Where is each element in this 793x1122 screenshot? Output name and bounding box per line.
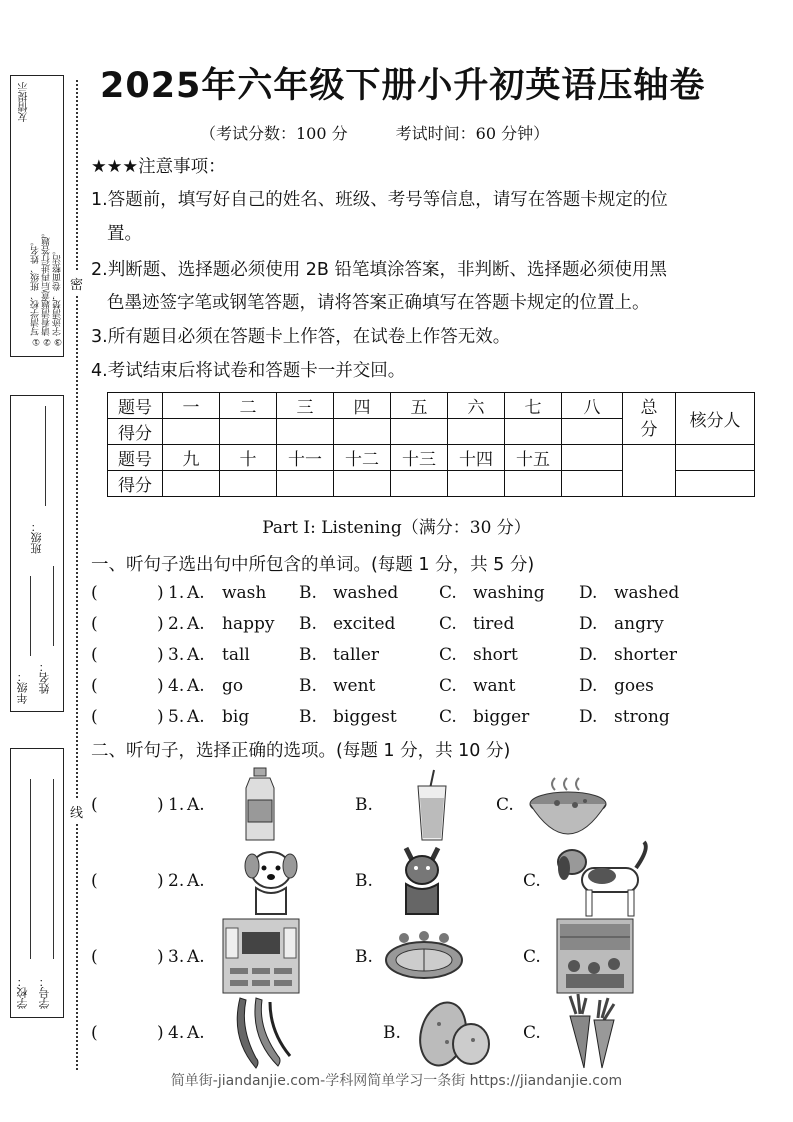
option-c-label: C. xyxy=(523,871,541,891)
option-a-label: A. xyxy=(187,871,205,891)
answer-paren-close: ) xyxy=(157,583,164,603)
green-beans-icon xyxy=(230,994,294,1070)
col: 二 xyxy=(220,393,277,419)
answer-paren-open[interactable]: ( xyxy=(91,1023,98,1043)
notice-line-3: ③字迹清楚，卷面整洁。 xyxy=(53,246,63,346)
grade-label: 年级： xyxy=(16,671,29,704)
picture-question-row xyxy=(91,795,731,819)
option-b-label: B. xyxy=(299,583,317,603)
option-a-label: A. xyxy=(187,947,205,967)
answer-paren-open[interactable]: ( xyxy=(91,707,98,727)
note-4: 4.考试结束后将试卷和答题卡一并交回。 xyxy=(91,361,406,381)
option-c-text: tired xyxy=(473,614,515,634)
option-a-label: A. xyxy=(187,614,205,634)
question-row xyxy=(91,614,731,638)
option-d-label: D. xyxy=(579,676,598,696)
answer-paren-close: ) xyxy=(157,871,164,891)
score-table xyxy=(107,392,755,497)
option-d-label: D. xyxy=(579,707,598,727)
question-row xyxy=(91,583,731,607)
student-info-box xyxy=(10,395,64,712)
page-title: 2025年六年级下册小升初英语压轴卷 xyxy=(100,66,706,106)
option-c-label: C. xyxy=(523,947,541,967)
school-info-box xyxy=(10,748,64,1018)
option-b-label: B. xyxy=(355,795,373,815)
option-b-label: B. xyxy=(299,614,317,634)
answer-paren-open[interactable]: ( xyxy=(91,676,98,696)
option-b-label: B. xyxy=(355,947,373,967)
option-d-text: washed xyxy=(614,583,680,603)
option-a-text: tall xyxy=(222,645,250,665)
option-b-text: excited xyxy=(333,614,396,634)
answer-paren-close: ) xyxy=(157,1023,164,1043)
option-a-label: A. xyxy=(187,707,205,727)
question-row xyxy=(91,645,731,669)
answer-paren-close: ) xyxy=(157,707,164,727)
section2-title: 二、听句子，选择正确的选项。(每题 1 分，共 10 分) xyxy=(91,741,511,761)
note-3: 3.所有题目必须在答题卡上作答，在试卷上作答无效。 xyxy=(91,327,511,347)
question-number: 5. xyxy=(168,707,185,727)
col: 一 xyxy=(163,393,220,419)
option-d-label: D. xyxy=(579,645,598,665)
option-b-text: washed xyxy=(333,583,399,603)
answer-paren-close: ) xyxy=(157,645,164,665)
score-info: （考试分数：100 分 xyxy=(200,124,348,143)
option-c-label: C. xyxy=(496,795,514,815)
answer-paren-open[interactable]: ( xyxy=(91,871,98,891)
option-b-text: taller xyxy=(333,645,380,665)
option-d-text: strong xyxy=(614,707,670,727)
s-label-2: 得分 xyxy=(108,471,163,497)
question-number: 1. xyxy=(168,795,185,815)
library-icon xyxy=(556,918,634,994)
answer-paren-open[interactable]: ( xyxy=(91,947,98,967)
option-b-text: went xyxy=(333,676,376,696)
col: 八 xyxy=(562,393,623,419)
section1-title: 一、听句子选出句中所包含的单词。(每题 1 分，共 5 分) xyxy=(91,555,535,575)
option-a-label: A. xyxy=(187,583,205,603)
beagle-icon xyxy=(552,838,652,920)
note-1b: 置。 xyxy=(107,224,142,244)
option-b-label: B. xyxy=(355,871,373,891)
seal-char-1: 密 xyxy=(70,272,83,295)
option-c-label: C. xyxy=(439,707,457,727)
s-label: 得分 xyxy=(108,419,163,445)
total-label: 总分 xyxy=(623,393,676,445)
option-a-label: A. xyxy=(187,1023,205,1043)
option-a-label: A. xyxy=(187,645,205,665)
option-b-label: B. xyxy=(383,1023,401,1043)
col: 十三 xyxy=(391,445,448,471)
question-number: 2. xyxy=(168,871,185,891)
carrots-icon xyxy=(556,994,622,1070)
checker-label: 核分人 xyxy=(676,393,755,445)
notes-heading: ★★★注意事项： xyxy=(91,157,226,177)
col: 四 xyxy=(334,393,391,419)
option-c-label: C. xyxy=(439,676,457,696)
question-number: 3. xyxy=(168,947,185,967)
part-title: Part Ⅰ: Listening（满分：30 分） xyxy=(262,518,531,538)
notice-title: 友情提示 xyxy=(19,82,30,122)
answer-paren-open[interactable]: ( xyxy=(91,645,98,665)
option-c-text: washing xyxy=(473,583,545,603)
question-number: 4. xyxy=(168,1023,185,1043)
name-label: 姓名： xyxy=(38,661,51,694)
seal-line xyxy=(76,80,78,1070)
option-c-label: C. xyxy=(439,583,457,603)
option-b-text: biggest xyxy=(333,707,397,727)
col: 十一 xyxy=(277,445,334,471)
q-label-2: 题号 xyxy=(108,445,163,471)
option-d-text: angry xyxy=(614,614,664,634)
question-number: 1. xyxy=(168,583,185,603)
question-number: 3. xyxy=(168,645,185,665)
option-c-label: C. xyxy=(439,614,457,634)
option-b-label: B. xyxy=(299,676,317,696)
note-1: 1.答题前，填写好自己的姓名、班级、考号等信息，请写在答题卡规定的位 xyxy=(91,190,668,210)
potatoes-icon xyxy=(413,998,495,1068)
option-c-text: bigger xyxy=(473,707,530,727)
answer-paren-open[interactable]: ( xyxy=(91,614,98,634)
student-no-label: 学号： xyxy=(38,976,51,1009)
q-label: 题号 xyxy=(108,393,163,419)
class-label: 班级： xyxy=(30,521,43,554)
option-c-text: want xyxy=(473,676,516,696)
option-c-text: short xyxy=(473,645,518,665)
footer-watermark: 简单街-jiandanjie.com-学科网简单学习一条街 https://jiandanjie.com xyxy=(170,1073,623,1089)
notice-box xyxy=(10,75,64,357)
option-b-label: B. xyxy=(299,707,317,727)
option-b-label: B. xyxy=(299,645,317,665)
answer-paren-close: ) xyxy=(157,795,164,815)
option-d-label: D. xyxy=(579,583,598,603)
dog-sitting-icon xyxy=(392,842,452,920)
option-a-text: happy xyxy=(222,614,275,634)
option-d-label: D. xyxy=(579,614,598,634)
time-info: 考试时间：60 分钟） xyxy=(395,124,550,143)
option-a-text: wash xyxy=(222,583,267,603)
col: 六 xyxy=(448,393,505,419)
option-a-text: go xyxy=(222,676,244,696)
col: 十 xyxy=(220,445,277,471)
col: 十四 xyxy=(448,445,505,471)
col: 十二 xyxy=(334,445,391,471)
playground-icon xyxy=(384,930,464,982)
option-a-text: big xyxy=(222,707,250,727)
answer-paren-open[interactable]: ( xyxy=(91,583,98,603)
option-d-text: shorter xyxy=(614,645,678,665)
answer-paren-close: ) xyxy=(157,614,164,634)
notice-line-1: ①写清学校、班级、姓名。 xyxy=(31,237,41,346)
school-label: 学校： xyxy=(16,976,29,1009)
bottle-icon xyxy=(240,766,280,844)
question-number: 4. xyxy=(168,676,185,696)
classroom-icon xyxy=(222,918,300,994)
option-c-label: C. xyxy=(439,645,457,665)
juice-glass-icon xyxy=(412,768,452,844)
question-row xyxy=(91,707,731,731)
seal-char-3: 线 xyxy=(70,800,83,823)
option-c-label: C. xyxy=(523,1023,541,1043)
question-row xyxy=(91,676,731,700)
answer-paren-close: ) xyxy=(157,947,164,967)
answer-paren-open[interactable]: ( xyxy=(91,795,98,815)
col: 十五 xyxy=(505,445,562,471)
col: 三 xyxy=(277,393,334,419)
note-2b: 色墨迹签字笔或钢笔答题，请将答案正确填写在答题卡规定的位置上。 xyxy=(107,293,650,313)
option-a-label: A. xyxy=(187,676,205,696)
note-2: 2.判断题、选择题必须使用 2B 铅笔填涂答案，非判断、选择题必须使用黑 xyxy=(91,260,667,280)
col: 七 xyxy=(505,393,562,419)
question-number: 2. xyxy=(168,614,185,634)
option-a-label: A. xyxy=(187,795,205,815)
soup-bowl-icon xyxy=(527,776,609,840)
notice-line-2: ②请看清题意后再进行答题。 xyxy=(42,228,52,346)
option-d-text: goes xyxy=(614,676,654,696)
picture-question-row xyxy=(91,1023,731,1047)
puppy-icon xyxy=(240,842,302,920)
exam-info xyxy=(200,121,597,144)
answer-paren-close: ) xyxy=(157,676,164,696)
col: 五 xyxy=(391,393,448,419)
col: 九 xyxy=(163,445,220,471)
